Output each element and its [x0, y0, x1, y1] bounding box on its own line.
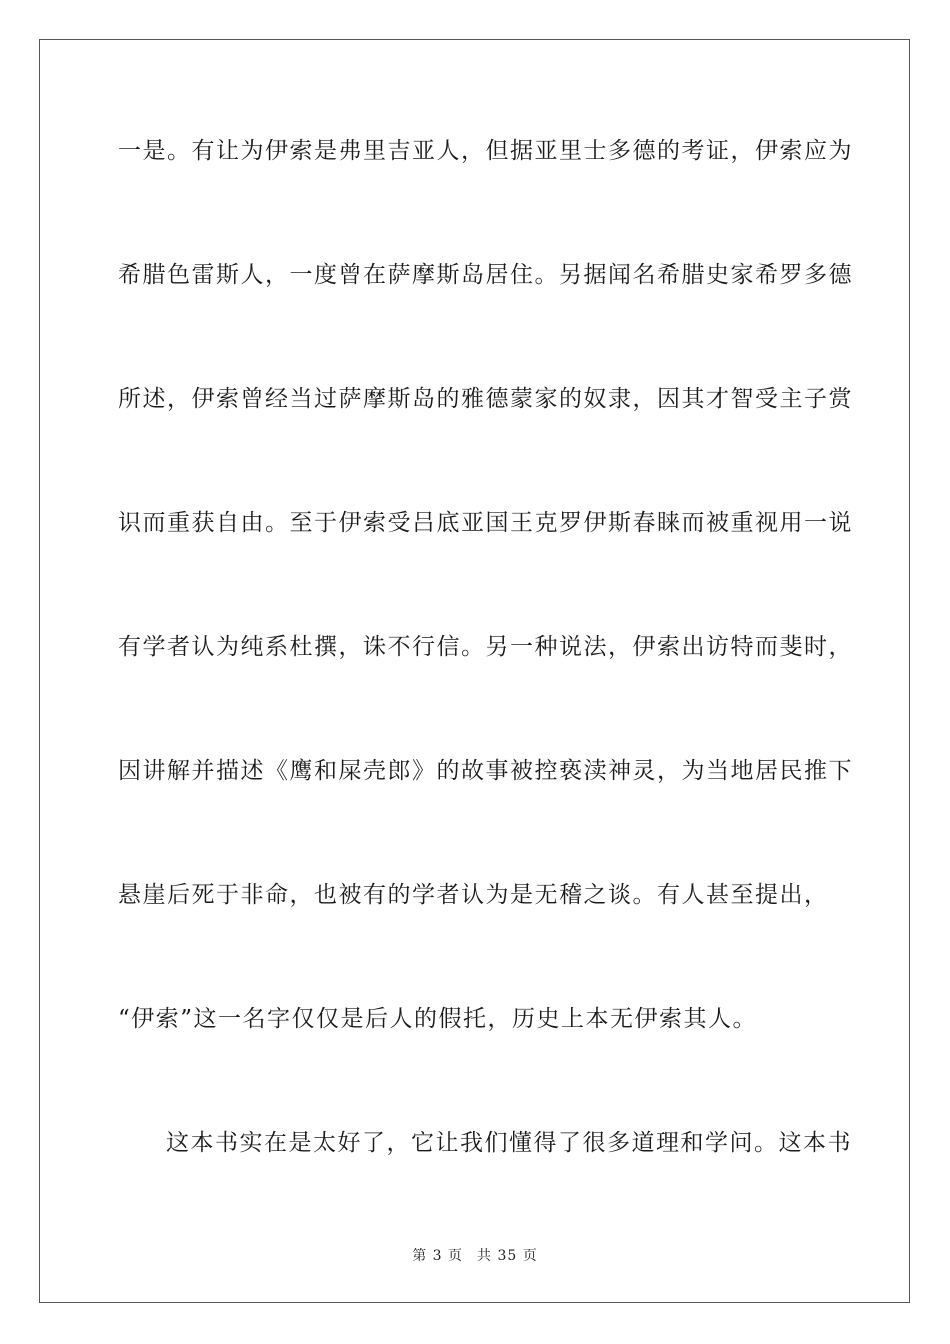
document-body: [118, 126, 853, 1242]
text-line: “伊索”这一名字仅仅是后人的假托，历史上本无伊索其人。: [118, 1006, 758, 1032]
page-total: 共 35 页: [477, 1248, 538, 1264]
page-number: 第 3 页: [412, 1248, 464, 1264]
paragraph-start-line: 这本书实在是太好了，它让我们懂得了很多道理和学问。这本书: [166, 1130, 852, 1156]
text-line: 所述，伊索曾经当过萨摩斯岛的雅德蒙家的奴隶，因其才智受主子赏: [118, 386, 853, 412]
text-line: 因讲解并描述《鹰和屎壳郎》的故事被控亵渎神灵，为当地居民推下: [118, 758, 853, 784]
page-footer: [0, 1246, 950, 1266]
text-line: 识而重获自由。至于伊索受吕底亚国王克罗伊斯春睐而被重视用一说: [118, 510, 853, 536]
text-line: 希腊色雷斯人，一度曾在萨摩斯岛居住。另据闻名希腊史家希罗多德: [118, 262, 853, 288]
text-line: 有学者认为纯系杜撰，诛不行信。另一种说法，伊索出访特而斐时，: [118, 634, 853, 660]
text-line: 一是。有让为伊索是弗里吉亚人，但据亚里士多德的考证，伊索应为: [118, 138, 853, 164]
text-line: 悬崖后死于非命，也被有的学者认为是无稽之谈。有人甚至提出，: [118, 882, 829, 908]
